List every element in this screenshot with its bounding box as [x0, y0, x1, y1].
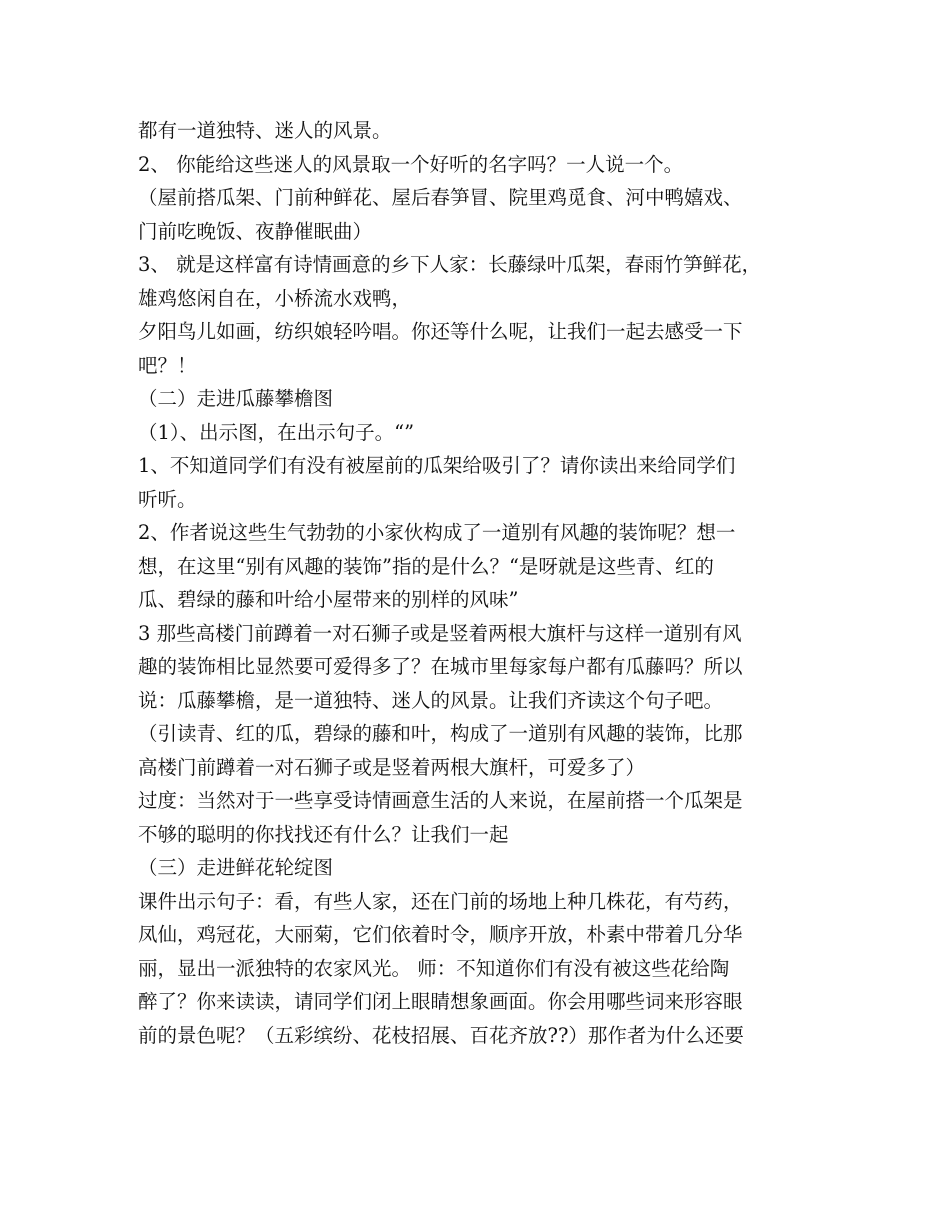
text-line: 2、 你能给这些迷人的风景取一个好听的名字吗？一人说一个。: [138, 152, 684, 176]
text-line: 门前吃晚饭、夜静催眠曲）: [138, 219, 373, 243]
text-line: 3 那些高楼门前蹲着一对石狮子或是竖着两根大旗杆与这样一道别有风: [138, 621, 742, 645]
text-line: 雄鸡悠闲自在，小桥流水戏鸭，: [138, 286, 412, 310]
document-body: [138, 114, 838, 1052]
text-line: 过度：当然对于一些享受诗情画意生活的人来说，在屋前搭一个瓜架是: [138, 789, 743, 812]
text-line: 丽，显出一派独特的农家风光。 师：不知道你们有没有被这些花给陶: [138, 956, 730, 980]
text-line: （1）、出示图，在出示句子。“”: [138, 420, 415, 444]
text-line: 吧？！: [138, 353, 197, 377]
text-line: 不够的聪明的你找找还有什么？让我们一起: [138, 822, 509, 846]
text-line: 夕阳鸟儿如画，纺织娘轻吟唱。你还等什么呢，让我们一起去感受一下: [138, 320, 743, 343]
text-line: 醉了？你来读读，请同学们闭上眼睛想象画面。你会用哪些词来形容眼: [138, 990, 743, 1013]
text-line: 都有一道独特、迷人的风景。: [138, 119, 392, 142]
section-heading: （二）走进瓜藤攀檐图: [138, 387, 334, 410]
section-heading: （三）走进鲜花轮绽图: [138, 856, 334, 879]
text-line: 高楼门前蹲着一对石狮子或是竖着两根大旗杆，可爱多了）: [138, 755, 646, 779]
text-line: 瓜、碧绿的藤和叶给小屋带来的别样的风味”: [138, 588, 519, 611]
text-line: 凤仙，鸡冠花，大丽菊，它们依着时令，顺序开放，朴素中带着几分华: [138, 923, 743, 946]
text-line: 趣的装饰相比显然要可爱得多了？在城市里每家每户都有瓜藤吗？所以: [138, 655, 743, 678]
text-line: 前的景色呢？（五彩缤纷、花枝招展、百花齐放??）那作者为什么还要: [138, 1023, 744, 1047]
text-line: 说：瓜藤攀檐，是一道独特、迷人的风景。让我们齐读这个句子吧。: [138, 688, 724, 712]
text-line: 课件出示句子：看，有些人家，还在门前的场地上种几株花，有芍药，: [138, 889, 743, 913]
text-line: （引读青、红的瓜，碧绿的藤和叶，构成了一道别有风趣的装饰，比那: [138, 722, 743, 745]
text-line: （屋前搭瓜架、门前种鲜花、屋后春笋冒、院里鸡觅食、河中鸭嬉戏、: [138, 186, 743, 209]
text-line: 听听。: [138, 487, 197, 511]
text-line: 2、作者说这些生气勃勃的小家伙构成了一道别有风趣的装饰呢？想一: [138, 521, 736, 544]
text-line: 3、 就是这样富有诗情画意的乡下人家：长藤绿叶瓜架，春雨竹笋鲜花，: [138, 253, 762, 276]
text-line: 想，在这里“别有风趣的装饰”指的是什么？“是呀就是这些青、红的: [138, 554, 714, 578]
text-line: 1、不知道同学们有没有被屋前的瓜架给吸引了？请你读出来给同学们: [138, 454, 736, 477]
